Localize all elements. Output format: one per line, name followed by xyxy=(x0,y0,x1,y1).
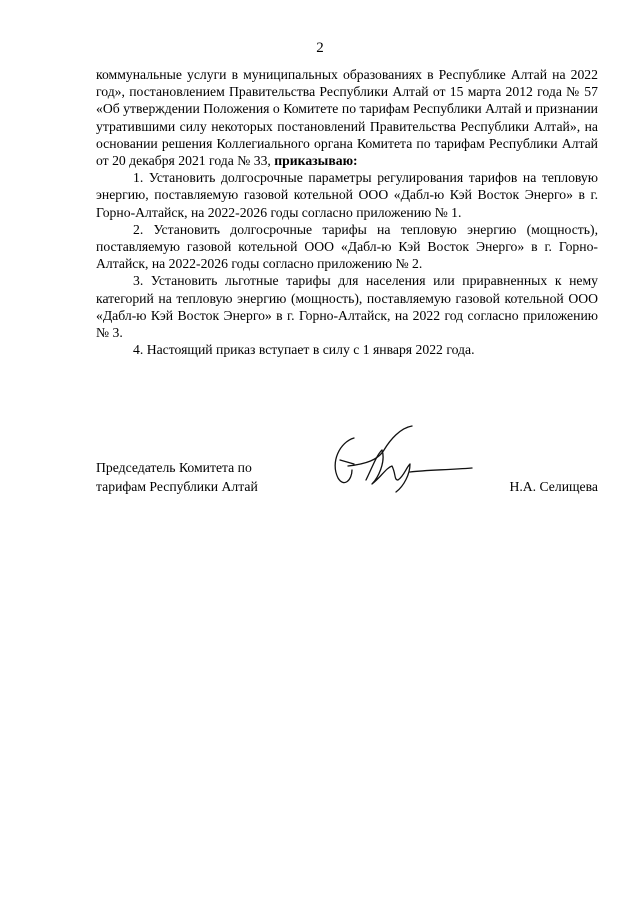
signatory-name: Н.А. Селищева xyxy=(509,479,598,494)
paragraph-item-3: 3. Установить льготные тарифы для населения или приравненных к нему категорий на тепловую энергию (мощность), поставляемую газовой котельной ООО «Дабл-ю Кэй Восток Энерго» в г. Горно-Алтайск, на 2022 год согласно приложению № 3. xyxy=(96,273,598,341)
paragraph-intro-text: коммунальные услуги в муниципальных образованиях в Республике Алтай на 2022 год», постановлением Правительства Республики Алтай от 15 марта 2012 года № 57 «Об утверждении Положения о Комитете по тарифам Республики Алтай и признании утратившими силу некоторых постановлений Правительства Республики Алтай», на основании решения Коллегиального органа Комитета по тарифам Республики Алтай от 20 декабря 2021 года № 33, xyxy=(96,67,598,169)
order-keyword: приказываю: xyxy=(274,153,358,169)
page-number: 2 xyxy=(316,40,324,56)
paragraph-item-2: 2. Установить долгосрочные тарифы на тепловую энергию (мощность), поставляемую газовой котельной ООО «Дабл-ю Кэй Восток Энерго» в г. Горно-Алтайск, на 2022-2026 годы согласно приложению № 2. xyxy=(96,221,598,272)
paragraph-intro xyxy=(96,66,598,169)
handwritten-signature-icon xyxy=(326,420,476,500)
paragraph-item-4: 4. Настоящий приказ вступает в силу с 1 января 2022 года. xyxy=(133,342,475,358)
paragraph-item-1: 1. Установить долгосрочные параметры регулирования тарифов на тепловую энергию, поставляемую газовой котельной ООО «Дабл-ю Кэй Восток Энерго» в г. Горно-Алтайск, на 2022-2026 годы согласно приложению № 1. xyxy=(96,170,598,220)
position-line-1: Председатель Комитета по xyxy=(96,460,252,475)
signatory-position xyxy=(96,458,258,496)
document-body xyxy=(96,66,598,358)
position-line-2: тарифам Республики Алтай xyxy=(96,479,258,494)
